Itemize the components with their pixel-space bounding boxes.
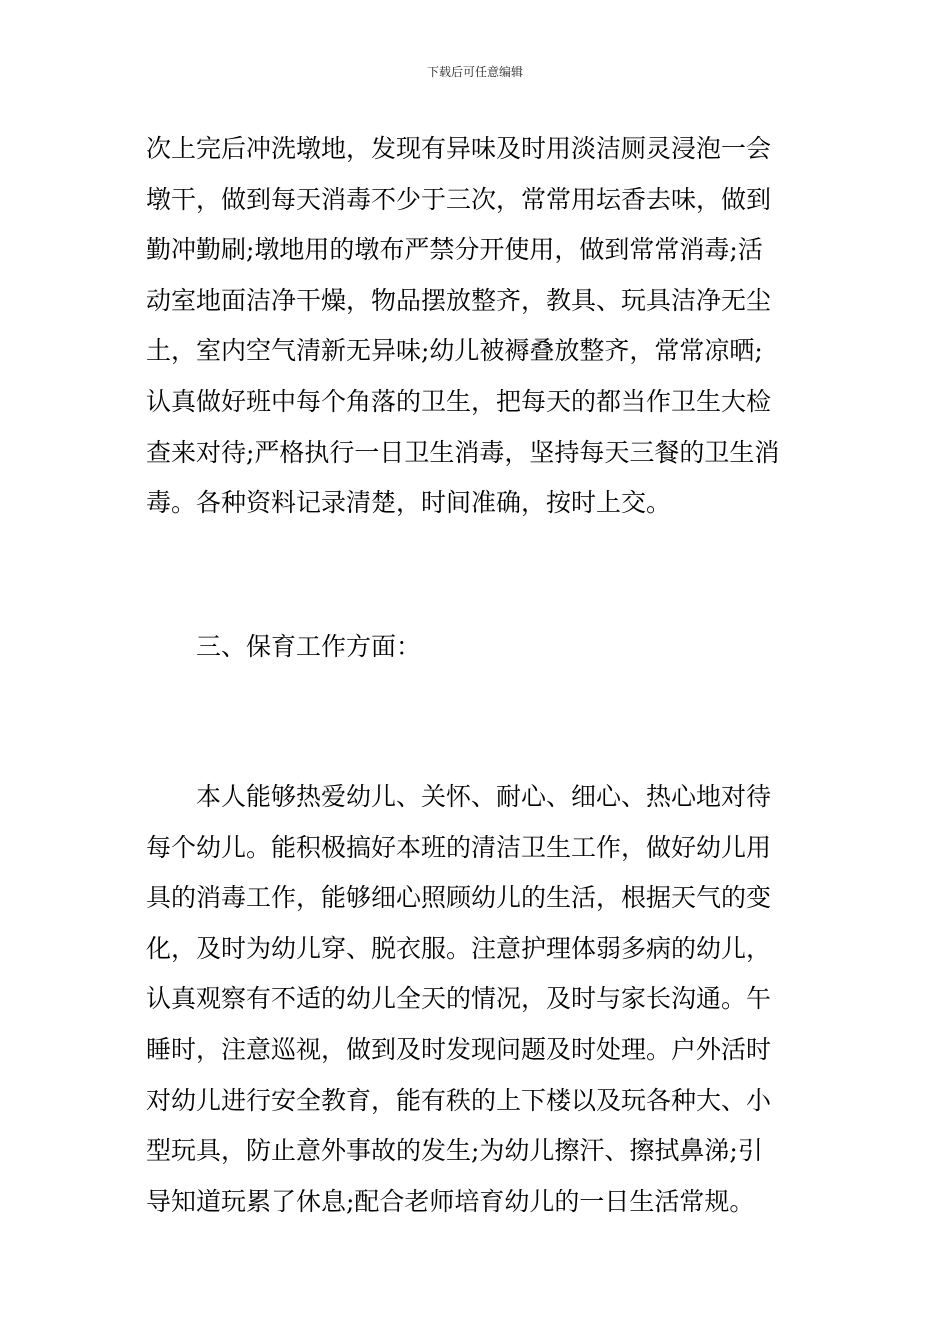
text-line: 型玩具，防止意外事故的发生;为幼儿擦汗、擦拭鼻涕;引: [146, 1136, 763, 1166]
text-line: 土，室内空气清新无异味;幼儿被褥叠放整齐，常常凉晒;: [146, 336, 763, 366]
text-line: 认真做好班中每个角落的卫生，把每天的都当作卫生大检: [146, 386, 772, 416]
text-line: 睡时，注意巡视，做到及时发现问题及时处理。户外活时: [146, 1034, 772, 1064]
text-line: 化，及时为幼儿穿、脱衣服。注意护理体弱多病的幼儿，: [146, 933, 772, 963]
text-line: 动室地面洁净干燥，物品摆放整齐，教具、玩具洁净无尘: [146, 285, 772, 315]
text-line: 本人能够热爱幼儿、关怀、耐心、细心、热心地对待: [196, 782, 772, 811]
page-header: 下载后可任意编辑: [426, 65, 523, 79]
text-line: 导知道玩累了休息;配合老师培育幼儿的一日生活常规。: [146, 1186, 755, 1216]
text-line: 勤冲勤刷;墩地用的墩布严禁分开使用，做到常常消毒;活: [146, 235, 763, 265]
section-heading: [146, 622, 826, 673]
paragraph-hygiene: [146, 124, 826, 529]
section-heading-text: 三、保育工作方面：: [196, 632, 422, 661]
paragraph-childcare: [146, 772, 826, 1227]
text-line: 次上完后冲洗墩地，发现有异味及时用淡洁厕灵浸泡一会: [146, 134, 772, 163]
text-line: 毒。各种资料记录清楚，时间准确，按时上交。: [146, 488, 672, 518]
text-line: 具的消毒工作，能够细心照顾幼儿的生活，根据天气的变: [146, 883, 772, 913]
text-line: 墩干，做到每天消毒不少于三次，常常用坛香去味，做到: [146, 184, 772, 214]
text-line: 每个幼儿。能积极搞好本班的清洁卫生工作，做好幼儿用: [146, 832, 772, 862]
text-line: 认真观察有不适的幼儿全天的情况，及时与家长沟通。午: [146, 984, 772, 1014]
text-line: 查来对待;严格执行一日卫生消毒，坚持每天三餐的卫生消: [146, 437, 780, 467]
text-line: 对幼儿进行安全教育，能有秩的上下楼以及玩各种大、小: [146, 1085, 772, 1115]
